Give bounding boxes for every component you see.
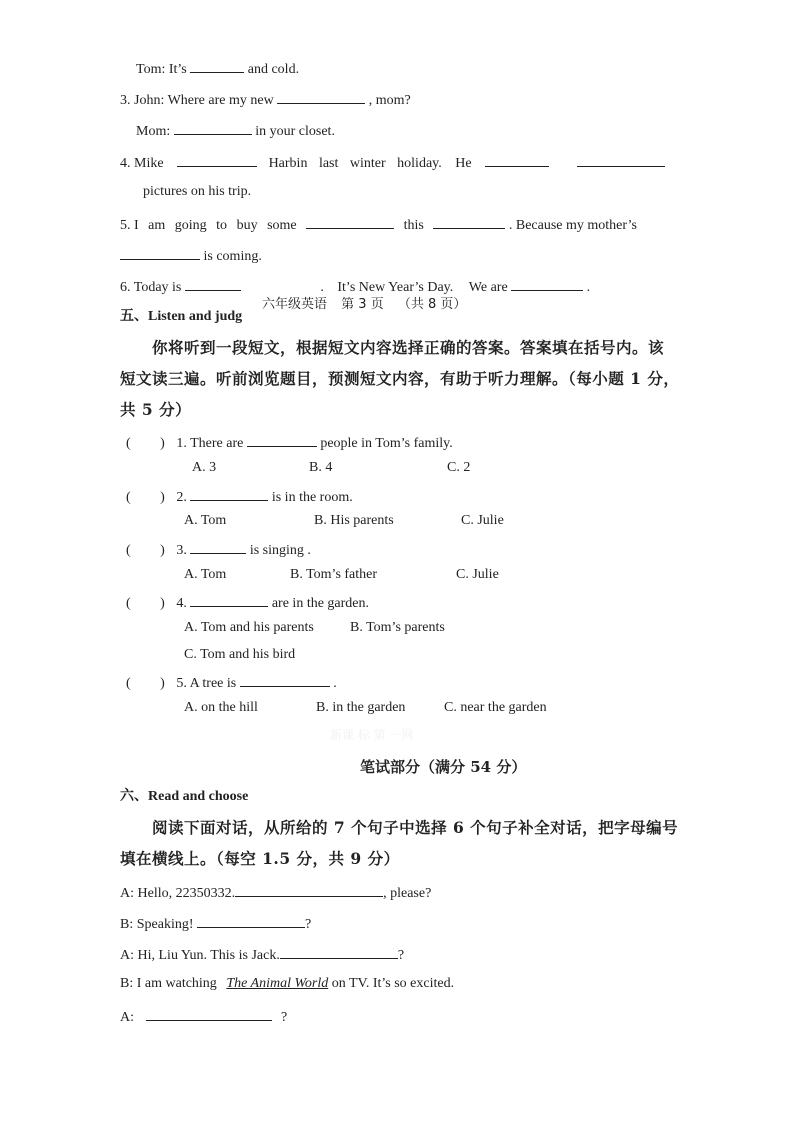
answer-blank[interactable] (247, 432, 317, 447)
text: 4. Mike (120, 156, 164, 171)
text: . (333, 676, 337, 691)
listen-question-4 (126, 592, 369, 613)
section-5-instruction-2: 短文读三遍。听前浏览题目，预测短文内容，有助于听力理解。（每小题 1 分， (120, 369, 680, 388)
section-5-heading: 五、Listen and judg (120, 309, 243, 324)
q4-option-a: A. Tom and his parents (184, 620, 314, 635)
answer-blank[interactable] (197, 913, 305, 928)
question-3 (120, 89, 411, 110)
line-mom (136, 120, 335, 141)
q3-option-b: B. Tom’s father (290, 567, 378, 582)
text: We are (468, 280, 508, 295)
text: 4. (176, 596, 187, 611)
watermark: 新课 标 第 一网 (330, 728, 414, 742)
answer-blank[interactable] (190, 592, 268, 607)
section-5-instruction-3: 共 5 分） (120, 400, 192, 419)
question-5 (120, 214, 637, 235)
dialogue-line-1 (120, 882, 431, 903)
answer-blank[interactable] (433, 214, 505, 229)
q1-option-b: B. 4 (309, 460, 333, 475)
text: ? (281, 1010, 288, 1025)
answer-paren-open[interactable]: ( (126, 436, 131, 451)
page-footer (262, 297, 466, 313)
text: Harbin (268, 156, 308, 171)
answer-blank[interactable] (240, 672, 330, 687)
text: is in the room. (271, 490, 353, 505)
q2-option-c: C. Julie (461, 513, 504, 528)
answer-blank[interactable] (146, 1006, 272, 1021)
q4-option-b: B. Tom’s parents (350, 620, 445, 635)
text: , please? (383, 886, 432, 901)
answer-paren-close[interactable]: ) (160, 436, 165, 451)
dialogue-line-2 (120, 913, 311, 934)
text: some (267, 218, 297, 233)
answer-blank[interactable] (177, 152, 257, 167)
text: people in Tom’s family. (320, 436, 453, 451)
text: . Because my mother’s (508, 218, 637, 233)
text: and cold. (247, 62, 300, 77)
answer-blank[interactable] (190, 539, 246, 554)
text: 5. A tree is (176, 676, 237, 691)
text: pictures on his trip. (143, 184, 252, 199)
text: A: Hello, 22350332. (120, 886, 236, 901)
line-coming (120, 245, 262, 266)
q5-option-c: C. near the garden (444, 700, 547, 715)
text: 5. I (120, 218, 139, 233)
text: ? (305, 917, 312, 932)
text: is singing . (249, 543, 311, 558)
text: 1. There are (176, 436, 244, 451)
text: 2. (176, 490, 187, 505)
q3-option-a: A. Tom (184, 567, 227, 582)
text: B: I am watching (120, 976, 217, 991)
listen-question-1 (126, 432, 453, 453)
answer-blank[interactable] (120, 245, 200, 260)
text: B: Speaking! (120, 917, 194, 932)
text: . (586, 280, 591, 295)
q5-option-b: B. in the garden (316, 700, 406, 715)
answer-blank[interactable] (485, 152, 549, 167)
text: Mom: (136, 124, 171, 139)
text: A: (120, 1010, 134, 1025)
text: ? (397, 948, 405, 963)
q2-option-a: A. Tom (184, 513, 227, 528)
text: He (455, 156, 472, 171)
answer-paren-open[interactable]: ( (126, 490, 131, 505)
text: are in the garden. (271, 596, 370, 611)
q3-option-c: C. Julie (456, 567, 499, 582)
text: am (148, 218, 166, 233)
text: holiday. (397, 156, 442, 171)
answer-blank[interactable] (190, 58, 244, 73)
answer-blank[interactable] (185, 276, 241, 291)
text: Tom: It’s (136, 62, 187, 77)
section-6-instruction-1: 阅读下面对话，从所给的 7 个句子中选择 6 个句子补全对话，把字母编号 (152, 818, 679, 837)
answer-paren-close[interactable]: ) (160, 596, 165, 611)
answer-paren-open[interactable]: ( (126, 596, 131, 611)
footer-subject: 六年级英语 (262, 297, 328, 312)
text: 3. John: Where are my new (120, 93, 274, 108)
text: 3. (176, 543, 187, 558)
dialogue-line-5 (120, 1006, 287, 1027)
text: on TV. It’s so excited. (331, 976, 455, 991)
listen-question-3 (126, 539, 311, 560)
text: . (320, 280, 324, 295)
section-5-instruction-1: 你将听到一段短文，根据短文内容选择正确的答案。答案填在括号内。该 (152, 338, 665, 357)
answer-paren-close[interactable]: ) (160, 676, 165, 691)
q5-option-a: A. on the hill (184, 700, 258, 715)
answer-blank[interactable] (511, 276, 583, 291)
q1-option-c: C. 2 (447, 460, 471, 475)
question-4 (120, 152, 676, 173)
answer-blank[interactable] (235, 882, 383, 897)
answer-blank[interactable] (174, 120, 252, 135)
dialogue-line-3 (120, 944, 404, 965)
text: , mom? (368, 93, 411, 108)
dialogue-line-4 (120, 975, 454, 993)
line-pictures (143, 183, 251, 201)
text: 6. Today is (120, 280, 182, 295)
q2-option-b: B. His parents (314, 513, 394, 528)
answer-blank[interactable] (577, 152, 665, 167)
answer-paren-open[interactable]: ( (126, 543, 131, 558)
text: It’s New Year’s Day. (337, 280, 454, 295)
answer-blank[interactable] (190, 486, 268, 501)
q1-option-a: A. 3 (192, 460, 217, 475)
program-title: The Animal World (226, 976, 329, 991)
q4-option-c: C. Tom and his bird (184, 647, 296, 662)
text: going (174, 218, 207, 233)
answer-paren-open[interactable]: ( (126, 676, 131, 691)
answer-blank[interactable] (306, 214, 394, 229)
section-6-heading: 六、Read and choose (120, 789, 249, 804)
line-tom (136, 58, 299, 79)
text: is coming. (203, 249, 262, 264)
text: winter (349, 156, 386, 171)
section-6-instruction-2: 填在横线上。（每空 1.5 分，共 9 分） (120, 849, 400, 868)
answer-blank[interactable] (277, 89, 365, 104)
footer-total: （共 8 页） (397, 297, 467, 312)
text: in your closet. (255, 124, 335, 139)
question-6 (120, 276, 590, 297)
footer-page: 第 3 页 (341, 297, 384, 312)
answer-paren-close[interactable]: ) (160, 543, 165, 558)
text: to (216, 218, 228, 233)
text: this (403, 218, 424, 233)
written-section-title: 笔试部分（满分 54 分） (360, 758, 527, 776)
text: last (318, 156, 339, 171)
answer-blank[interactable] (280, 944, 398, 959)
listen-question-2 (126, 486, 353, 507)
text: buy (236, 218, 258, 233)
answer-paren-close[interactable]: ) (160, 490, 165, 505)
listen-question-5 (126, 672, 337, 693)
text: A: Hi, Liu Yun. This is Jack. (120, 948, 280, 963)
